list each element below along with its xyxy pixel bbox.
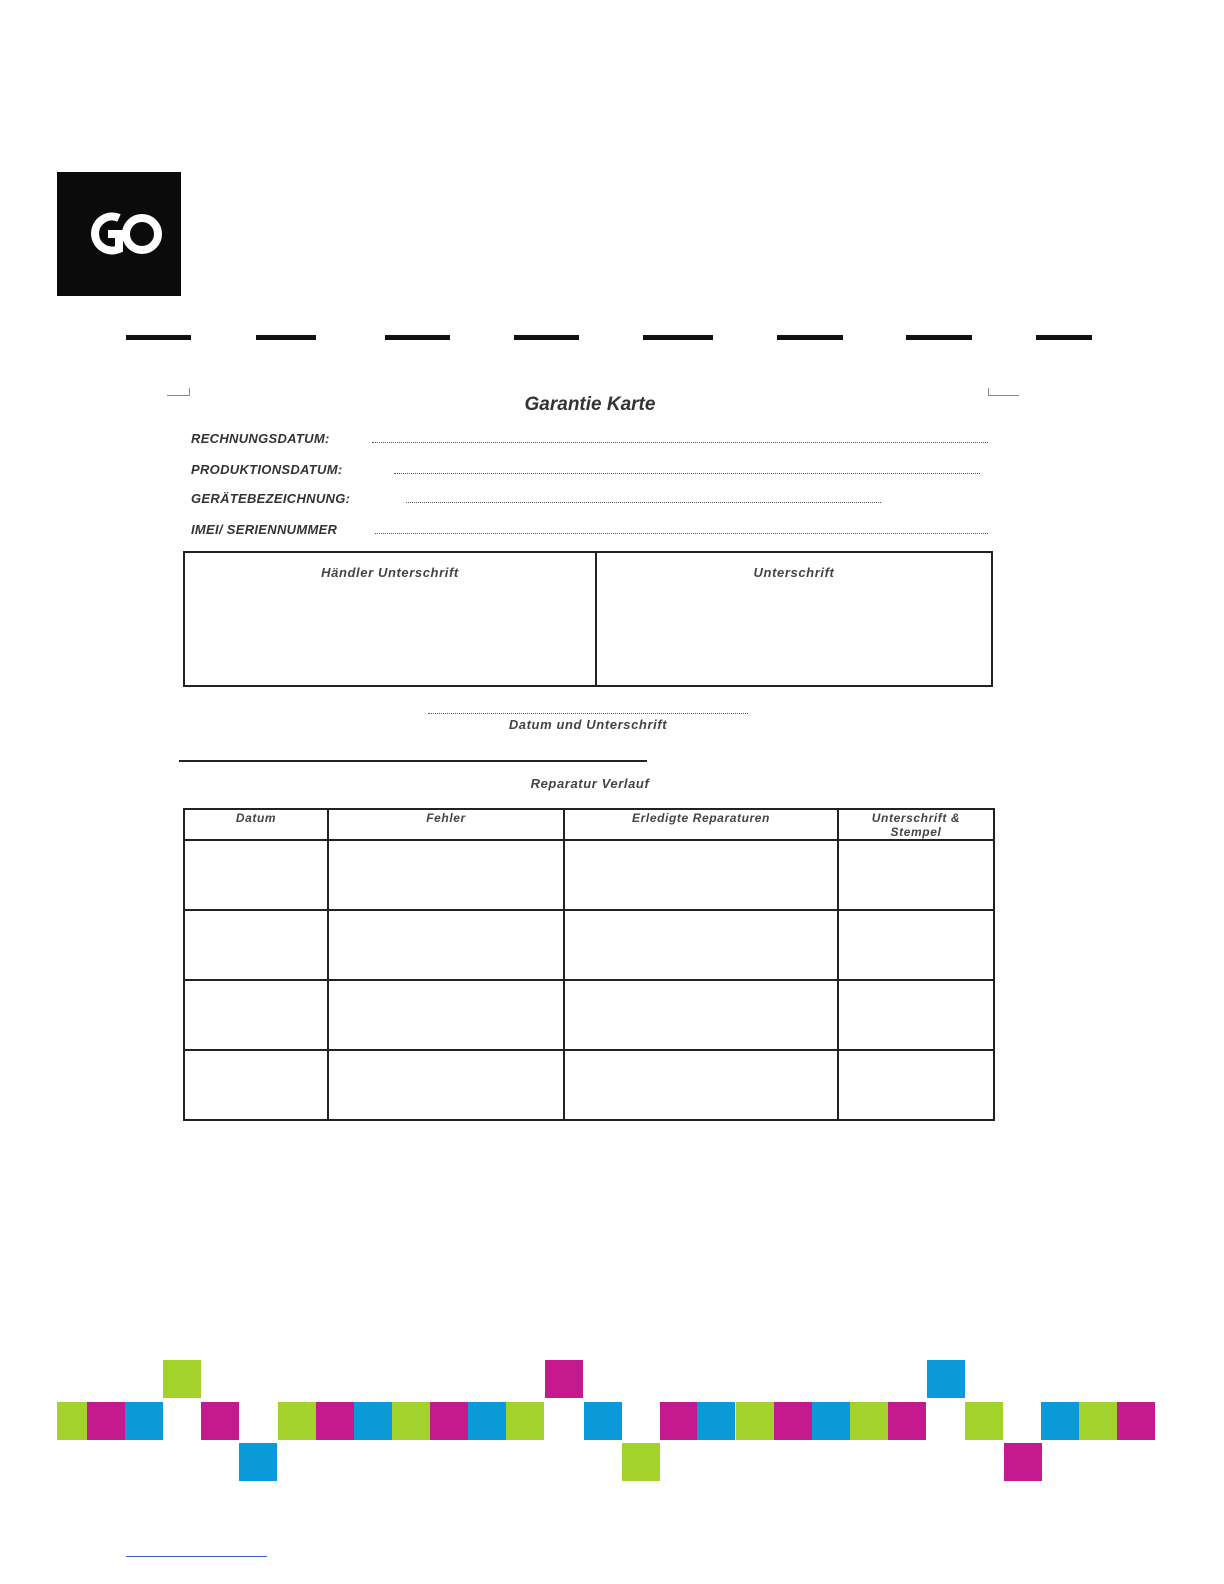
table-cell[interactable] xyxy=(328,910,564,980)
col-date: Datum xyxy=(184,809,328,840)
col-fault: Fehler xyxy=(328,809,564,840)
divider-dash xyxy=(126,335,191,340)
decorative-square xyxy=(545,1360,583,1398)
decorative-square xyxy=(430,1402,468,1440)
table-cell[interactable] xyxy=(184,910,328,980)
decorative-square xyxy=(1041,1402,1079,1440)
decorative-square xyxy=(1004,1443,1042,1481)
decorative-square xyxy=(1117,1402,1155,1440)
col-signature-stamp xyxy=(838,809,994,840)
decorative-square xyxy=(850,1402,888,1440)
decorative-square xyxy=(163,1360,201,1398)
col-signature-stamp-label: Unterschrift & Stempel xyxy=(871,811,961,839)
customer-signature-box[interactable] xyxy=(595,551,993,687)
decorative-square xyxy=(468,1402,506,1440)
table-cell[interactable] xyxy=(838,840,994,910)
device-name-line[interactable] xyxy=(406,502,881,503)
go-logo xyxy=(57,172,181,296)
go-logo-mark xyxy=(57,172,181,296)
customer-signature-label: Unterschrift xyxy=(753,565,835,580)
col-repairs-done: Erledigte Reparaturen xyxy=(564,809,838,840)
dealer-signature-label: Händler Unterschrift xyxy=(321,565,459,580)
decorative-square xyxy=(57,1402,95,1440)
divider-dash xyxy=(1036,335,1092,340)
table-cell[interactable] xyxy=(328,840,564,910)
decorative-square xyxy=(660,1402,698,1440)
table-cell[interactable] xyxy=(184,980,328,1050)
divider-dash xyxy=(256,335,316,340)
table-row xyxy=(184,980,994,1050)
table-cell[interactable] xyxy=(838,1050,994,1120)
table-cell[interactable] xyxy=(564,980,838,1050)
table-cell[interactable] xyxy=(838,910,994,980)
date-signature-line[interactable] xyxy=(428,713,748,714)
decorative-square xyxy=(888,1402,926,1440)
footer-link-line[interactable] xyxy=(126,1556,267,1557)
divider-dash xyxy=(777,335,843,340)
table-cell[interactable] xyxy=(184,840,328,910)
date-signature-label: Datum und Unterschrift xyxy=(508,717,668,732)
table-row xyxy=(184,840,994,910)
field-label-production-date: PRODUKTIONSDATUM: xyxy=(191,462,343,477)
decorative-square xyxy=(354,1402,392,1440)
field-label-invoice-date: RECHNUNGSDATUM: xyxy=(191,431,330,446)
repair-history-title: Reparatur Verlauf xyxy=(530,776,650,791)
table-row xyxy=(184,1050,994,1120)
invoice-date-line[interactable] xyxy=(372,442,988,443)
field-label-imei: IMEI/ SERIENNUMMER xyxy=(191,522,338,537)
decorative-square xyxy=(774,1402,812,1440)
imei-line[interactable] xyxy=(375,533,988,534)
table-row xyxy=(184,910,994,980)
dealer-signature-box[interactable] xyxy=(183,551,597,687)
table-cell[interactable] xyxy=(564,910,838,980)
decorative-square xyxy=(736,1402,774,1440)
table-header-row xyxy=(184,809,994,840)
table-cell[interactable] xyxy=(328,1050,564,1120)
divider-dash xyxy=(385,335,450,340)
table-cell[interactable] xyxy=(838,980,994,1050)
decorative-square xyxy=(965,1402,1003,1440)
decorative-square xyxy=(927,1360,965,1398)
decorative-square xyxy=(697,1402,735,1440)
table-cell[interactable] xyxy=(184,1050,328,1120)
decorative-square xyxy=(201,1402,239,1440)
decorative-square xyxy=(1079,1402,1117,1440)
divider-dash xyxy=(906,335,972,340)
decorative-square xyxy=(812,1402,850,1440)
divider-dash xyxy=(643,335,713,340)
table-cell[interactable] xyxy=(328,980,564,1050)
table-cell[interactable] xyxy=(564,1050,838,1120)
card-title: Garantie Karte xyxy=(524,394,656,415)
field-label-device-name: GERÄTEBEZEICHNUNG: xyxy=(191,491,351,506)
divider-dash xyxy=(514,335,579,340)
decorative-square xyxy=(622,1443,660,1481)
decorative-square xyxy=(87,1402,125,1440)
production-date-line[interactable] xyxy=(394,473,980,474)
decorative-square xyxy=(125,1402,163,1440)
decorative-square xyxy=(278,1402,316,1440)
repair-history-table xyxy=(183,808,995,1121)
decorative-square xyxy=(506,1402,544,1440)
decorative-square xyxy=(392,1402,430,1440)
decorative-square xyxy=(239,1443,277,1481)
section-separator xyxy=(179,760,647,762)
table-cell[interactable] xyxy=(564,840,838,910)
decorative-square xyxy=(316,1402,354,1440)
decorative-square xyxy=(584,1402,622,1440)
